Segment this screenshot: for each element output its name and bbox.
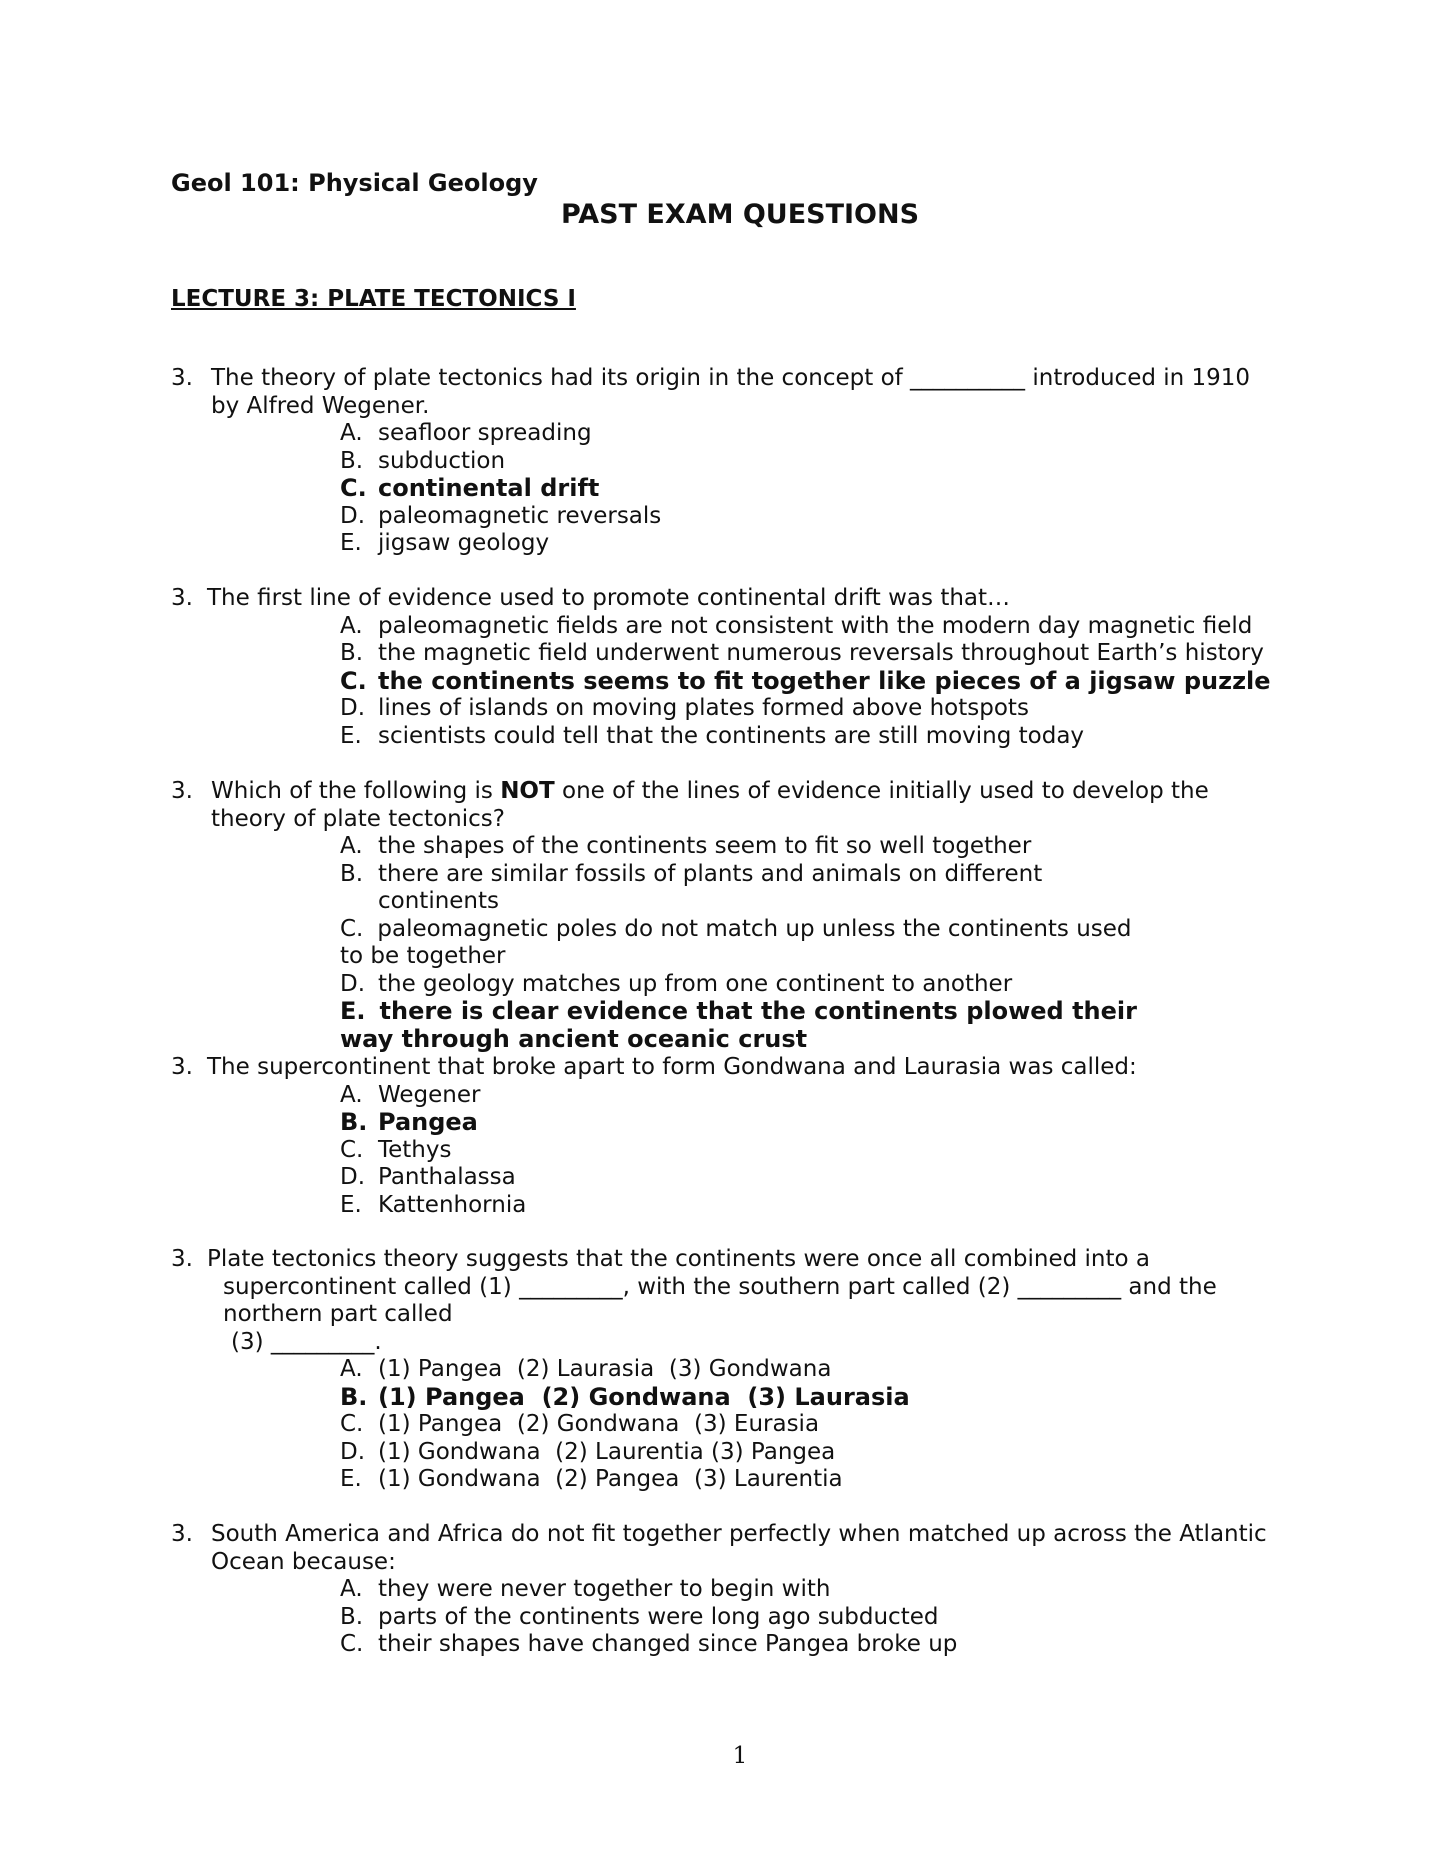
answer-options bbox=[340, 1356, 1311, 1494]
option-letter: E. bbox=[340, 530, 362, 556]
option-c bbox=[340, 916, 1140, 971]
option-e bbox=[340, 723, 1311, 751]
option-letter: B. bbox=[340, 447, 364, 474]
option-letter: C. bbox=[340, 1411, 364, 1437]
option-b-correct bbox=[340, 1109, 1311, 1137]
option-c bbox=[340, 1411, 1311, 1439]
question-number: 3. bbox=[171, 1054, 193, 1080]
option-text: parts of the continents were long ago subducted bbox=[378, 1603, 939, 1630]
option-letter: C. bbox=[340, 915, 364, 942]
option-text: lines of islands on moving plates formed above hotspots bbox=[378, 695, 1029, 721]
answer-options bbox=[340, 420, 1311, 558]
question-stem: South America and Africa do not fit together perfectly when matched up across the Atlantic bbox=[211, 1521, 1267, 1547]
question-stem: The theory of plate tectonics had its origin in the concept of __________ introduced in 1910 bbox=[211, 365, 1251, 391]
option-letter: C. bbox=[340, 666, 367, 695]
option-b bbox=[340, 861, 1140, 916]
option-d bbox=[340, 1439, 1311, 1467]
option-letter: D. bbox=[340, 1438, 366, 1465]
option-a bbox=[340, 420, 1311, 448]
option-letter: E. bbox=[340, 722, 362, 749]
option-text: subduction bbox=[378, 447, 506, 474]
option-letter: D. bbox=[340, 1164, 366, 1190]
option-letter: C. bbox=[340, 1631, 364, 1657]
option-text: (1) Gondwana (2) Laurentia (3) Pangea bbox=[378, 1438, 836, 1465]
option-letter: D. bbox=[340, 970, 366, 997]
option-text: Kattenhornia bbox=[378, 1191, 527, 1218]
option-text: paleomagnetic fields are not consistent with the modern day magnetic field bbox=[378, 612, 1253, 639]
option-d bbox=[340, 503, 1311, 531]
question-2 bbox=[171, 585, 1311, 750]
question-stem-continued: by Alfred Wegener. bbox=[211, 392, 430, 419]
option-text: the shapes of the continents seem to fit so well together bbox=[378, 833, 1032, 859]
option-e bbox=[340, 1192, 1311, 1220]
option-letter: D. bbox=[340, 695, 366, 721]
option-text: jigsaw geology bbox=[378, 530, 550, 556]
question-5 bbox=[171, 1246, 1311, 1494]
question-stem: The supercontinent that broke apart to form Gondwana and Laurasia was called: bbox=[207, 1054, 1137, 1080]
emphasis-not: NOT bbox=[500, 778, 555, 804]
option-text: there are similar fossils of plants and animals on different continents bbox=[378, 860, 1043, 914]
question-number: 3. bbox=[171, 585, 193, 611]
question-number: 3. bbox=[171, 1521, 193, 1547]
option-e-correct bbox=[340, 998, 1140, 1053]
option-d bbox=[340, 1164, 1311, 1192]
option-letter: B. bbox=[340, 1603, 364, 1630]
question-6 bbox=[171, 1521, 1311, 1659]
question-stem-continued: theory of plate tectonics? bbox=[211, 805, 505, 832]
option-letter: E. bbox=[340, 1466, 362, 1492]
option-text: (1) Pangea (2) Gondwana (3) Eurasia bbox=[378, 1411, 820, 1437]
answer-options bbox=[340, 613, 1311, 751]
option-letter: A. bbox=[340, 1356, 363, 1382]
option-letter: A. bbox=[340, 833, 363, 859]
question-stem-continued: northern part called bbox=[223, 1301, 453, 1327]
option-text: the continents seems to fit together like pieces of a jigsaw puzzle bbox=[378, 666, 1271, 695]
option-letter: E. bbox=[340, 1191, 362, 1218]
option-letter: A. bbox=[340, 420, 363, 446]
question-4 bbox=[171, 1054, 1311, 1219]
question-number: 3. bbox=[171, 1246, 193, 1272]
option-e bbox=[340, 1466, 1311, 1494]
option-letter: A. bbox=[340, 612, 363, 639]
option-letter: E. bbox=[340, 997, 366, 1025]
question-stem-continued: (3) _________. bbox=[231, 1328, 382, 1355]
option-text: there is clear evidence that the continents plowed their way through ancient oceanic crust bbox=[340, 997, 1137, 1053]
option-letter: B. bbox=[340, 1382, 368, 1411]
page-title: PAST EXAM QUESTIONS bbox=[560, 199, 920, 230]
answer-options bbox=[340, 833, 1140, 1053]
option-b bbox=[340, 1604, 1311, 1632]
question-3 bbox=[171, 778, 1311, 1053]
option-c-correct bbox=[340, 475, 1311, 503]
option-text: (1) Gondwana (2) Pangea (3) Laurentia bbox=[378, 1466, 843, 1492]
option-d bbox=[340, 695, 1311, 723]
option-text: Panthalassa bbox=[378, 1164, 516, 1190]
option-letter: D. bbox=[340, 502, 366, 529]
lecture-heading: LECTURE 3: PLATE TECTONICS I bbox=[171, 286, 576, 312]
option-text: the geology matches up from one continent to another bbox=[378, 970, 1013, 997]
option-text: their shapes have changed since Pangea broke up bbox=[378, 1631, 958, 1657]
option-text: they were never together to begin with bbox=[378, 1576, 831, 1602]
question-number: 3. bbox=[171, 365, 193, 391]
option-a bbox=[340, 1576, 1311, 1604]
answer-options bbox=[340, 1576, 1311, 1659]
option-letter: C. bbox=[340, 1136, 364, 1163]
option-letter: B. bbox=[340, 860, 364, 887]
option-letter: B. bbox=[340, 1108, 368, 1136]
option-b-correct bbox=[340, 1384, 1311, 1412]
option-letter: B. bbox=[340, 640, 364, 666]
answer-options bbox=[340, 1082, 1311, 1220]
question-1 bbox=[171, 365, 1311, 558]
question-stem-continued: supercontinent called (1) _________, with the southern part called (2) _________ and the bbox=[223, 1273, 1217, 1300]
option-text: paleomagnetic reversals bbox=[378, 502, 662, 529]
option-text: Tethys bbox=[378, 1136, 452, 1163]
option-c-correct bbox=[340, 668, 1311, 696]
option-b bbox=[340, 448, 1311, 476]
option-text: the magnetic field underwent numerous reversals throughout Earth’s history bbox=[378, 640, 1264, 666]
option-text: scientists could tell that the continents are still moving today bbox=[378, 722, 1085, 749]
option-a bbox=[340, 833, 1140, 861]
option-a bbox=[340, 613, 1311, 641]
option-e bbox=[340, 530, 1311, 558]
question-stem: The first line of evidence used to promote continental drift was that… bbox=[207, 585, 1011, 611]
option-text: (1) Pangea (2) Laurasia (3) Gondwana bbox=[378, 1356, 832, 1382]
option-c bbox=[340, 1631, 1311, 1659]
option-text: (1) Pangea (2) Gondwana (3) Laurasia bbox=[378, 1382, 910, 1411]
option-a bbox=[340, 1356, 1311, 1384]
course-title: Geol 101: Physical Geology bbox=[171, 169, 538, 197]
option-b bbox=[340, 640, 1311, 668]
option-a bbox=[340, 1082, 1311, 1110]
option-c bbox=[340, 1137, 1311, 1165]
page-number: 1 bbox=[732, 1743, 748, 1769]
option-text: Pangea bbox=[378, 1108, 478, 1136]
question-stem: Which of the following is NOT one of the lines of evidence initially used to develop the bbox=[211, 778, 1209, 804]
option-text: continental drift bbox=[378, 474, 600, 502]
option-text: Wegener bbox=[378, 1081, 481, 1108]
question-stem: Plate tectonics theory suggests that the continents were once all combined into a bbox=[207, 1246, 1150, 1272]
option-letter: C. bbox=[340, 474, 367, 502]
option-text: paleomagnetic poles do not match up unless the continents used to be together bbox=[340, 915, 1132, 969]
option-letter: A. bbox=[340, 1081, 363, 1108]
question-stem-continued: Ocean because: bbox=[211, 1548, 396, 1575]
option-letter: A. bbox=[340, 1576, 363, 1602]
option-text: seafloor spreading bbox=[378, 420, 592, 446]
question-number: 3. bbox=[171, 778, 193, 804]
option-d bbox=[340, 971, 1140, 999]
